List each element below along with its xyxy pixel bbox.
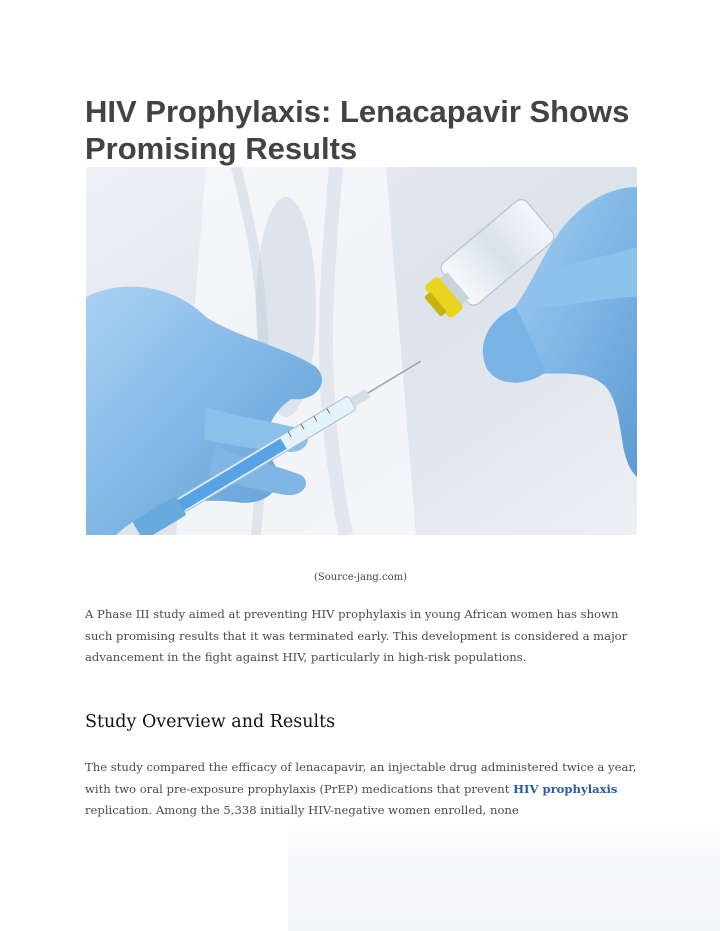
syringe-vial-illustration [86, 167, 637, 535]
section-paragraph-text-continued: replication. Among the 5,338 initially HIV-negative women enrolled, none [85, 803, 519, 818]
hiv-prophylaxis-link[interactable]: HIV prophylaxis [513, 781, 618, 796]
article-title: HIV Prophylaxis: Lenacapavir Shows Promising Results [85, 94, 630, 166]
bottom-fade-overlay [288, 820, 720, 931]
image-caption: (Source-jang.com) [314, 572, 407, 583]
section-paragraph-text: The study compared the efficacy of lenacapavir, an injectable drug administered twice a year, with two oral pre-exposure prophylaxis (PrEP) medications that prevent [85, 760, 637, 796]
section-paragraph [85, 757, 637, 822]
article-photo [86, 167, 637, 535]
section-heading: Study Overview and Results [85, 712, 336, 732]
intro-paragraph: A Phase III study aimed at preventing HIV prophylaxis in young African women has shown such promising results that it was terminated early. This development is considered a major advancement in the fight against HIV, particularly in high-risk populations. [85, 607, 628, 665]
